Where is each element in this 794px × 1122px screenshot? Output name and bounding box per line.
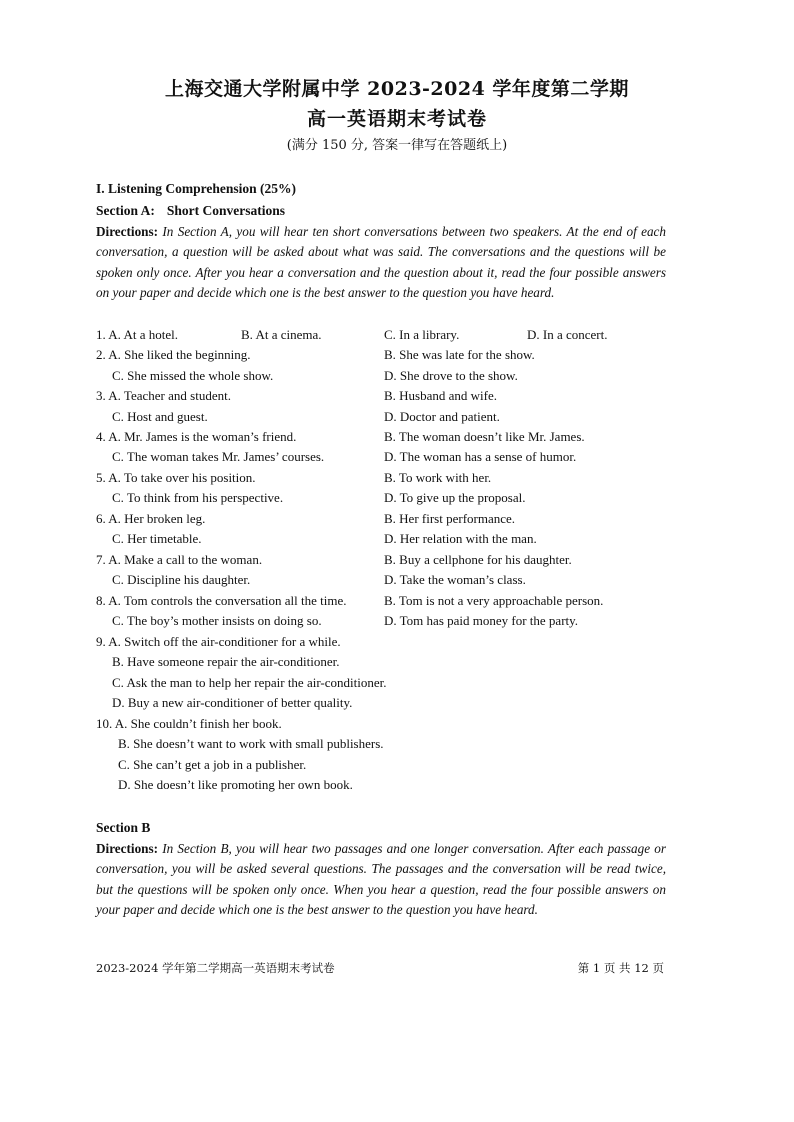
section-a-label: Section A:	[96, 203, 155, 218]
q5-option-d: D. To give up the proposal.	[384, 490, 526, 505]
q1-option-c: C. In a library.	[384, 327, 460, 342]
q10-option-a: 10. A. She couldn’t finish her book.	[96, 716, 282, 731]
q2-option-b: B. She was late for the show.	[384, 347, 535, 362]
q10-option-b: B. She doesn’t want to work with small publishers.	[118, 736, 384, 751]
q4-option-c: C. The woman takes Mr. James’ courses.	[112, 449, 325, 464]
directions-label: Directions:	[96, 841, 159, 856]
q1-option-b: B. At a cinema.	[241, 327, 322, 342]
q8-option-a: 8. A. Tom controls the conversation all the time.	[96, 593, 347, 608]
q7-option-b: B. Buy a cellphone for his daughter.	[384, 552, 572, 567]
q10-option-c: C. She can’t get a job in a publisher.	[118, 757, 307, 772]
q4-option-b: B. The woman doesn’t like Mr. James.	[384, 429, 585, 444]
q6-option-a: 6. A. Her broken leg.	[96, 511, 206, 526]
section-b-directions	[96, 839, 666, 921]
q9-option-d: D. Buy a new air-conditioner of better quality.	[112, 695, 353, 710]
footer-exam-name: 2023-2024 学年第二学期高一英语期末考试卷	[96, 961, 335, 975]
directions-label: Directions:	[96, 224, 159, 239]
q9-option-c: C. Ask the man to help her repair the air-conditioner.	[112, 675, 387, 690]
q6-option-b: B. Her first performance.	[384, 511, 516, 526]
section-a-directions	[96, 222, 666, 304]
part-heading: I. Listening Comprehension (25%)	[96, 181, 297, 196]
q5-option-c: C. To think from his perspective.	[112, 490, 284, 505]
q7-option-d: D. Take the woman’s class.	[384, 572, 526, 587]
q2-option-c: C. She missed the whole show.	[112, 368, 274, 383]
q7-option-a: 7. A. Make a call to the woman.	[96, 552, 263, 567]
q3-option-c: C. Host and guest.	[112, 409, 208, 424]
exam-title: 上海交通大学附属中学 2023-2024 学年度第二学期	[165, 78, 629, 100]
q4-option-a: 4. A. Mr. James is the woman’s friend.	[96, 429, 297, 444]
q6-option-d: D. Her relation with the man.	[384, 531, 537, 546]
directions-text: In Section B, you will hear two passages and one longer conversation. After each passage or conversation, you will be asked several questions. The passages and the conversation will be read twice, but the questions will be spoken only once. When you hear a question, read the four possible answers on your paper and decide which one is the best answer to the question you have heard.	[96, 841, 666, 918]
q1-option-a: 1. A. At a hotel.	[96, 327, 178, 342]
q3-option-b: B. Husband and wife.	[384, 388, 498, 403]
q8-option-c: C. The boy’s mother insists on doing so.	[112, 613, 322, 628]
section-a-title: Short Conversations	[166, 203, 286, 218]
q1-option-d: D. In a concert.	[527, 327, 608, 342]
q7-option-c: C. Discipline his daughter.	[112, 572, 251, 587]
q9-option-a: 9. A. Switch off the air-conditioner for a while.	[96, 634, 341, 649]
q5-option-b: B. To work with her.	[384, 470, 492, 485]
directions-text: In Section A, you will hear ten short conversations between two speakers. At the end of each conversation, a question will be asked about what was said. The conversations and the questions will be spoken only once. After you hear a conversation and the question about it, read the four possible answers on your paper and decide which one is the best answer to the question you have heard.	[96, 224, 666, 301]
q2-option-a: 2. A. She liked the beginning.	[96, 347, 251, 362]
q2-option-d: D. She drove to the show.	[384, 368, 518, 383]
q8-option-b: B. Tom is not a very approachable person.	[384, 593, 604, 608]
exam-instructions: (满分 150 分, 答案一律写在答题纸上)	[286, 138, 508, 153]
footer-page-number: 第 1 页 共 12 页	[577, 961, 664, 975]
section-b-heading: Section B	[96, 820, 151, 835]
q5-option-a: 5. A. To take over his position.	[96, 470, 256, 485]
exam-subject-title: 高一英语期末考试卷	[306, 108, 487, 130]
q6-option-c: C. Her timetable.	[112, 531, 202, 546]
q4-option-d: D. The woman has a sense of humor.	[384, 449, 577, 464]
q8-option-d: D. Tom has paid money for the party.	[384, 613, 579, 628]
q9-option-b: B. Have someone repair the air-conditioner.	[112, 654, 340, 669]
q10-option-d: D. She doesn’t like promoting her own book.	[118, 777, 353, 792]
q3-option-d: D. Doctor and patient.	[384, 409, 500, 424]
q3-option-a: 3. A. Teacher and student.	[96, 388, 231, 403]
section-a-heading	[96, 203, 285, 219]
